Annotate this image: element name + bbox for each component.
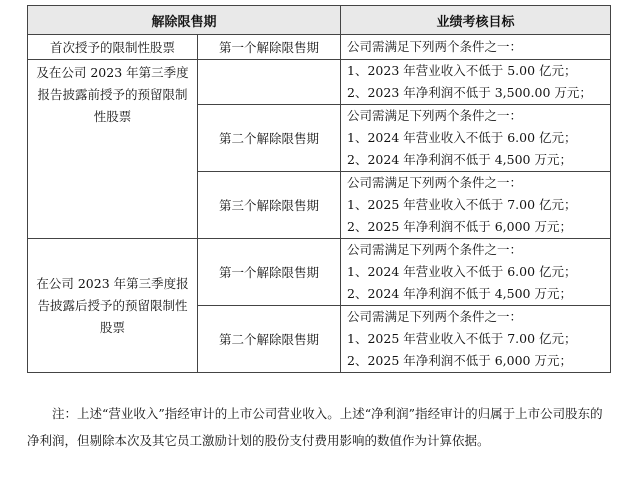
later-grant-period2-name: 第二个解除限售期 [198,306,341,373]
table-row [28,60,611,105]
later-grant-period2-conds [341,306,611,373]
footnote: 注：上述“营业收入”指经审计的上市公司营业收入。上述“净利润”指经审计的归属于上市公司股东的净利润，但剔除本次及其它员工激励计划的股份支付费用影响的数值作为计算依据。 [27,406,603,448]
table-header-row [28,6,611,35]
first-grant-period3-name: 第三个解除限售期 [198,172,341,239]
first-grant-period1-head: 公司需满足下列两个条件之一： [341,35,611,60]
first-grant-label-cont [28,60,198,239]
header-unlock-period: 解除限售期 [28,6,341,35]
header-performance-target: 业绩考核目标 [341,6,611,35]
condition-line: 公司需满足下列两个条件之一： [347,108,523,123]
condition-line: 1、2025 年营业收入不低于 7.00 亿元； [347,197,577,212]
first-grant-period1-name: 第一个解除限售期 [198,35,341,60]
condition-line: 1、2023 年营业收入不低于 5.00 亿元； [347,63,577,78]
first-grant-period2-name: 第二个解除限售期 [198,105,341,172]
later-grant-label: 在公司 2023 年第三季度报告披露后授予的预留限制性股票 [28,239,198,373]
performance-target-table [27,5,611,373]
table-row [28,239,611,306]
condition-line: 1、2025 年营业收入不低于 7.00 亿元； [347,331,577,346]
condition-line: 公司需满足下列两个条件之一： [347,175,523,190]
condition-line: 公司需满足下列两个条件之一： [347,242,523,257]
condition-line: 2、2025 年净利润不低于 6,000 万元； [347,353,572,368]
condition-line: 公司需满足下列两个条件之一： [347,309,523,324]
condition-line: 1、2024 年营业收入不低于 6.00 亿元； [347,130,577,145]
later-grant-period1-conds [341,239,611,306]
first-grant-period3-conds [341,172,611,239]
condition-line: 2、2025 年净利润不低于 6,000 万元； [347,219,572,234]
condition-line: 1、2024 年营业收入不低于 6.00 亿元； [347,264,577,279]
table-row [28,35,611,60]
first-grant-label-cont-text: 及在公司 2023 年第三季度报告披露前授予的预留限制性股票 [36,65,189,124]
first-grant-label: 首次授予的限制性股票 [28,35,198,60]
condition-line: 2、2024 年净利润不低于 4,500 万元； [347,286,572,301]
first-grant-period2-conds [341,105,611,172]
condition-line: 2、2024 年净利润不低于 4,500 万元； [347,152,572,167]
first-grant-period1-conds [341,60,611,105]
first-grant-period1-blank [198,60,341,105]
later-grant-period1-name: 第一个解除限售期 [198,239,341,306]
condition-line: 2、2023 年净利润不低于 3,500.00 万元； [347,85,592,100]
